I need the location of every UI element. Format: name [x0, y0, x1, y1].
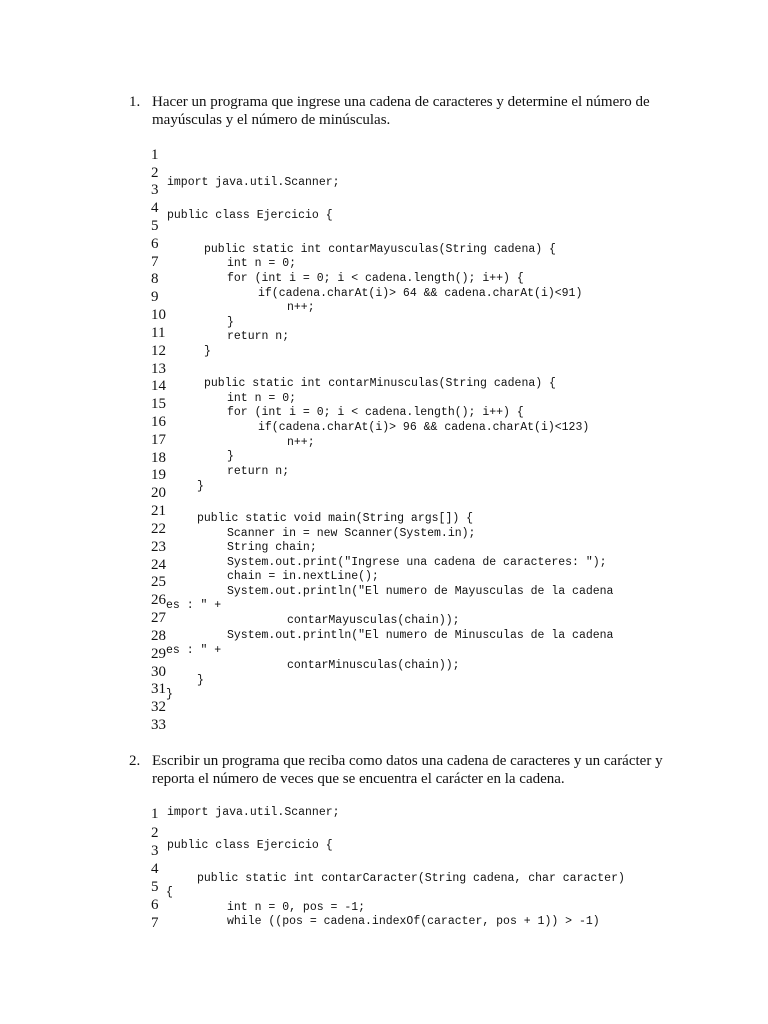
- line-number: 32: [151, 699, 166, 715]
- code-line: }: [197, 674, 204, 687]
- code-line: public static void main(String args[]) {: [197, 512, 474, 525]
- line-number: 5: [151, 879, 159, 895]
- code-line: contarMinusculas(chain));: [287, 659, 460, 672]
- line-number: 33: [151, 717, 166, 733]
- exercise-statement: Escribir un programa que reciba como datos una cadena de caracteres y un carácter y reporta el número de veces que se encuentra el carácter en la cadena.: [152, 753, 663, 787]
- code-line: }: [227, 450, 234, 463]
- line-number: 27: [151, 610, 166, 626]
- line-number: 3: [151, 843, 159, 859]
- code-line: System.out.println("El numero de Minusculas de la cadena: [227, 629, 614, 642]
- line-number: 1: [151, 806, 159, 822]
- code-line: import java.util.Scanner;: [167, 806, 340, 819]
- code-line: return n;: [227, 330, 290, 343]
- line-number: 4: [151, 861, 159, 877]
- code-line: String chain;: [227, 541, 317, 554]
- line-number: 23: [151, 539, 166, 555]
- code-line: }: [204, 345, 211, 358]
- line-number: 8: [151, 271, 159, 287]
- line-number: 7: [151, 254, 159, 270]
- line-number: 29: [151, 646, 166, 662]
- line-number: 15: [151, 396, 166, 412]
- line-number: 11: [151, 325, 166, 341]
- code-line: import java.util.Scanner;: [167, 176, 340, 189]
- line-number: 19: [151, 467, 166, 483]
- line-number: 26: [151, 592, 166, 608]
- line-number: 2: [151, 825, 159, 841]
- line-number: 10: [151, 307, 166, 323]
- exercise-statement: Hacer un programa que ingrese una cadena de caracteres y determine el número de mayúsculas y el número de minúsculas.: [152, 94, 650, 128]
- code-line: public class Ejercicio {: [167, 209, 333, 222]
- code-line: for (int i = 0; i < cadena.length(); i++) {: [227, 406, 524, 419]
- code-line: public class Ejercicio {: [167, 839, 333, 852]
- line-number: 21: [151, 503, 166, 519]
- code-line: int n = 0, pos = -1;: [227, 901, 366, 914]
- line-number: 24: [151, 557, 166, 573]
- code-line: n++;: [287, 436, 315, 449]
- code-line: }: [197, 480, 204, 493]
- line-number: 4: [151, 200, 159, 216]
- line-number: 5: [151, 218, 159, 234]
- code-line: }: [166, 688, 173, 701]
- line-number: 13: [151, 361, 166, 377]
- line-number: 28: [151, 628, 166, 644]
- code-line: if(cadena.charAt(i)> 64 && cadena.charAt(i)<91): [258, 287, 583, 300]
- code-line: int n = 0;: [227, 392, 297, 405]
- code-line: for (int i = 0; i < cadena.length(); i++) {: [227, 272, 524, 285]
- code-line: System.out.print("Ingrese una cadena de caracteres: ");: [227, 556, 607, 569]
- line-number: 9: [151, 289, 159, 305]
- line-number: 7: [151, 915, 159, 931]
- code-line: int n = 0;: [227, 257, 297, 270]
- line-number: 12: [151, 343, 166, 359]
- code-line: chain = in.nextLine();: [227, 570, 379, 583]
- exercise-number: 2.: [129, 753, 141, 769]
- code-line: {: [166, 886, 173, 899]
- code-line: public static int contarMinusculas(String cadena) {: [204, 377, 556, 390]
- line-number: 6: [151, 236, 159, 252]
- line-number: 6: [151, 897, 159, 913]
- code-line: public static int contarCaracter(String cadena, char caracter): [197, 872, 625, 885]
- line-number: 2: [151, 165, 159, 181]
- exercise-number: 1.: [129, 94, 141, 110]
- code-line: contarMayusculas(chain));: [287, 614, 460, 627]
- line-number: 22: [151, 521, 166, 537]
- code-line: if(cadena.charAt(i)> 96 && cadena.charAt(i)<123): [258, 421, 590, 434]
- line-number: 14: [151, 378, 166, 394]
- line-number: 3: [151, 182, 159, 198]
- line-number: 25: [151, 574, 166, 590]
- code-line: while ((pos = cadena.indexOf(caracter, pos + 1)) > -1): [227, 915, 600, 928]
- line-number: 20: [151, 485, 166, 501]
- line-number: 30: [151, 664, 166, 680]
- code-line: es : " +: [166, 599, 222, 612]
- code-line: Scanner in = new Scanner(System.in);: [227, 527, 476, 540]
- line-number: 17: [151, 432, 166, 448]
- line-number: 1: [151, 147, 159, 163]
- line-number: 18: [151, 450, 166, 466]
- line-number: 31: [151, 681, 166, 697]
- code-line: es : " +: [166, 644, 222, 657]
- code-line: }: [227, 316, 234, 329]
- code-line: return n;: [227, 465, 290, 478]
- line-number: 16: [151, 414, 166, 430]
- code-line: public static int contarMayusculas(String cadena) {: [204, 243, 556, 256]
- code-line: n++;: [287, 301, 315, 314]
- code-line: System.out.println("El numero de Mayusculas de la cadena: [227, 585, 614, 598]
